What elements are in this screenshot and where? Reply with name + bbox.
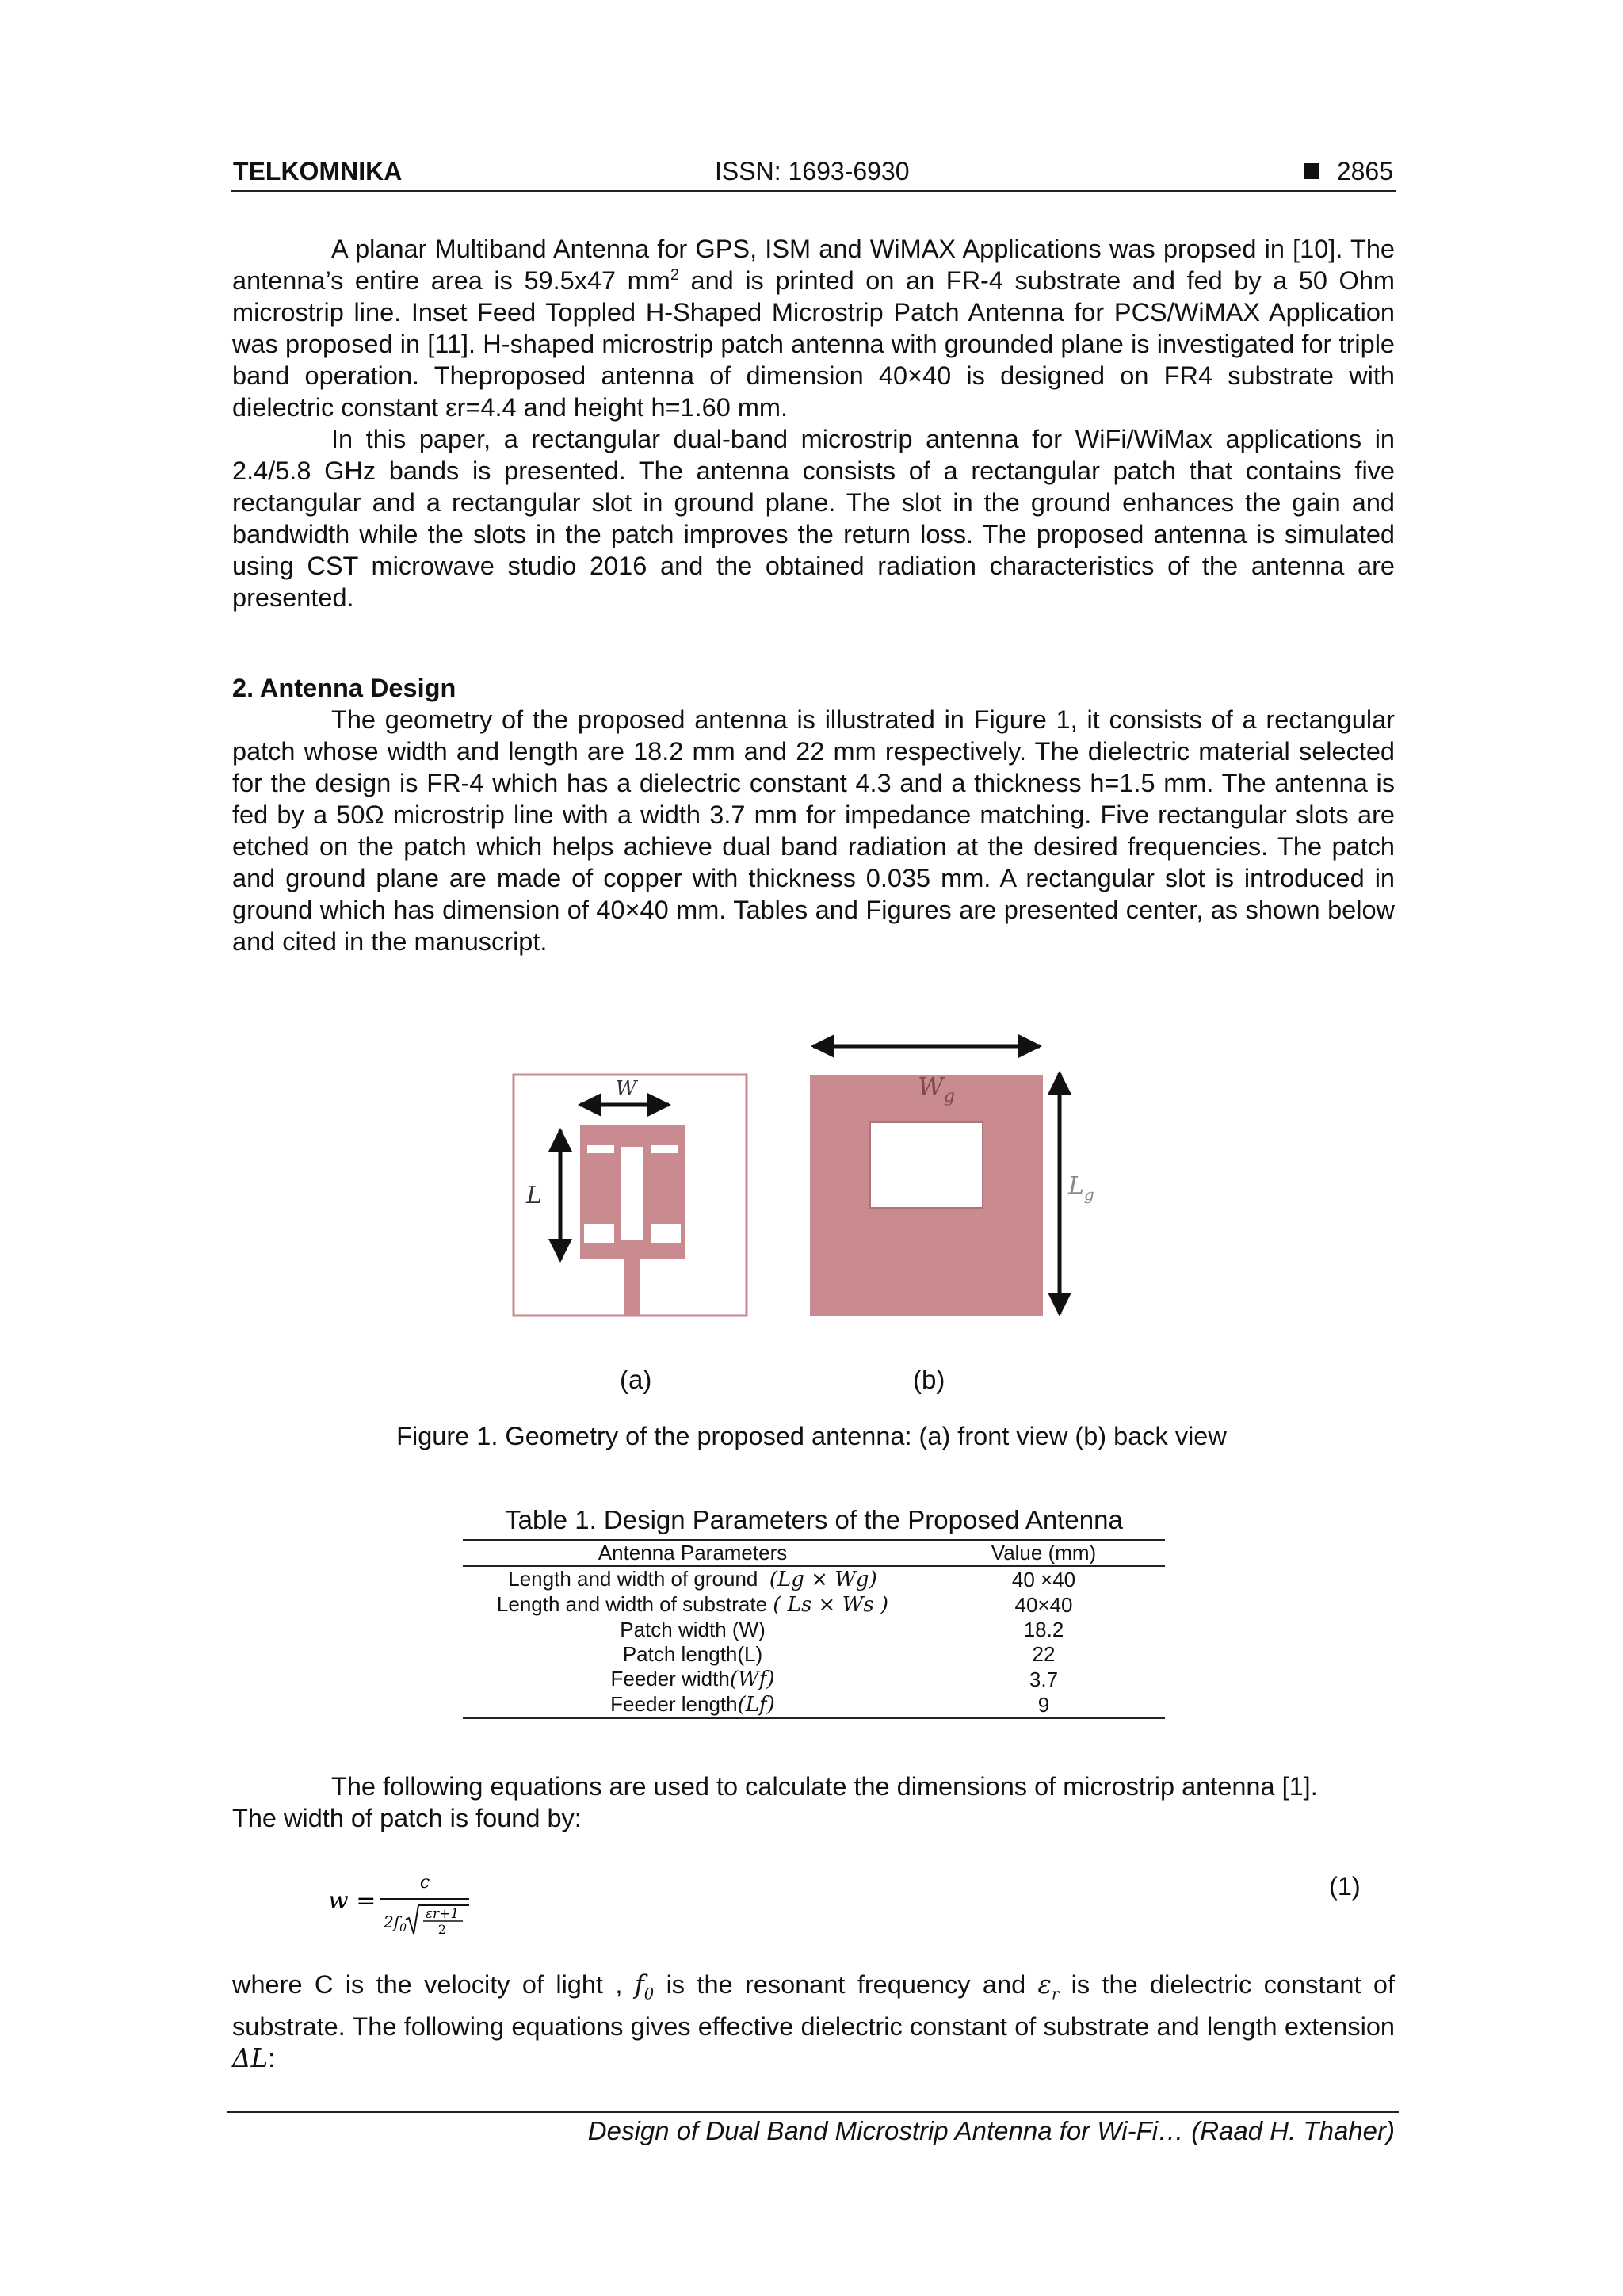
page-number-text: 2865 — [1336, 157, 1393, 185]
front-view — [514, 1075, 747, 1316]
table-cell-param — [463, 1592, 922, 1618]
equations-intro-line2: The width of patch is found by: — [232, 1804, 582, 1832]
table-row — [463, 1667, 1165, 1692]
table-cell-value: 3.7 — [1029, 1667, 1059, 1691]
where-paragraph — [232, 1969, 1395, 2074]
f0-sub: 0 — [643, 1985, 655, 2004]
table-header-row — [463, 1540, 1165, 1566]
row-param-text: Feeder length — [610, 1692, 738, 1716]
wg-label-main: W — [918, 1072, 944, 1102]
table-header-param: Antenna Parameters — [463, 1540, 922, 1566]
where-b: is the resonant frequency and — [654, 1970, 1038, 1999]
table-cell-param — [463, 1566, 922, 1592]
table-header-value: Value (mm) — [922, 1540, 1165, 1566]
slot-bottom-left — [584, 1224, 614, 1243]
issn: ISSN: 1693-6930 — [715, 157, 910, 185]
slot-top-right — [651, 1145, 678, 1153]
running-header — [231, 155, 1396, 192]
eq1-sqrt-den: 2 — [437, 1922, 447, 1937]
eq1-den-f — [383, 1912, 407, 1935]
lg-label — [1067, 1172, 1094, 1204]
row-symbol: (Lf) — [737, 1693, 775, 1717]
where-text — [232, 1969, 1395, 2074]
row-param-text: Feeder width — [610, 1667, 730, 1690]
feed-line — [624, 1257, 640, 1316]
wg-label-sub: g — [943, 1087, 955, 1106]
table-cell-value: 40 ×40 — [1011, 1567, 1076, 1591]
er-symbol — [1037, 1969, 1060, 2004]
delta-l-symbol: ΔL — [232, 2042, 269, 2073]
page-number — [1304, 157, 1393, 186]
l-label: L — [526, 1182, 542, 1209]
f0-symbol — [634, 1969, 655, 2004]
eq1-den-f-main: 2f — [384, 1912, 400, 1931]
equation-number: (1) — [1329, 1872, 1361, 1901]
eq1-numerator: c — [419, 1873, 430, 1893]
footer-rule — [227, 2111, 1399, 2113]
where-c: is the dielectric constant of substrate. The following equations gives effective dielectric constant of substrate and length extension — [232, 1970, 1396, 2041]
slot-center — [621, 1147, 643, 1240]
table-cell-param: Patch width (W) — [620, 1618, 766, 1641]
section2-paragraph: The geometry of the proposed antenna is illustrated in Figure 1, it consists of a rectangular patch whose width and length are 18.2 mm and 22 mm respectively. The dielectric material selected for the design is FR-4 which has a dielectric constant 4.3 and a thickness h=1.5 mm. The antenna is fed by a 50Ω microstrip line with a width 3.7 mm for impedance matching. Five rectangular slots are etched on the patch which helps achieve dual band radiation at the desired frequencies. The patch and ground plane are made of copper with thickness 0.035 mm. A rectangular slot is introduced in ground which has dimension of 40×40 mm. Tables and Figures are presented center, as shown below and cited in the manuscript. — [232, 705, 1395, 956]
table-cell-value: 40×40 — [1014, 1592, 1073, 1617]
intro-text — [232, 233, 1395, 613]
table-row — [463, 1618, 1165, 1642]
parameters-table — [463, 1539, 1165, 1719]
table-row — [463, 1692, 1165, 1718]
table-cell-param: Patch length(L) — [622, 1642, 763, 1666]
table-cell-value: 18.2 — [1023, 1618, 1064, 1641]
er-main: ε — [1037, 1969, 1052, 2000]
table-row — [463, 1566, 1165, 1592]
subfigure-label-b: (b) — [913, 1365, 945, 1394]
table-row — [463, 1642, 1165, 1667]
intro-p1-b: and is printed on an FR-4 substrate and fed by a 50 Ohm microstrip line. Inset Feed Toppled H-Shaped Microstrip Patch Antenna for PCS/WiMAX Application was proposed in [11]. H-shaped microstrip patch antenna with grounded plane is investigated for triple band operation. Theproposed antenna of dimension 40×40 is designed on FR4 substrate with dielectric constant εr=4.4 and height h=1.60 mm. — [232, 266, 1395, 422]
back-view — [810, 1046, 1094, 1316]
er-sub: r — [1051, 1985, 1060, 2004]
square-bullet-icon — [1304, 163, 1319, 179]
slot-bottom-right — [651, 1224, 681, 1243]
eq1-den-f-sub: 0 — [399, 1922, 407, 1935]
section-heading: 2. Antenna Design — [232, 674, 456, 702]
intro-paragraph-2: In this paper, a rectangular dual-band microstrip antenna for WiFi/WiMax applications in 2.4/5.8 GHz bands is presented. The antenna consists of a rectangular patch that contains five rectangular and a rectangular slot in ground plane. The slot in the ground enhances the gain and bandwidth while the slots in the patch improves the return loss. The proposed antenna is simulated using CST microwave studio 2016 and the obtained radiation characteristics of the antenna are presented. — [232, 425, 1395, 612]
row-symbol: (Wf) — [729, 1668, 775, 1691]
table-row — [463, 1592, 1165, 1618]
equations-intro — [232, 1771, 1395, 1834]
journal-name: TELKOMNIKA — [233, 157, 403, 185]
intro-p1-a: A planar Multiband Antenna for GPS, ISM and WiMAX Applications was propsed in [10]. The antenna’s entire area is 59.5x47 mm — [232, 235, 1395, 295]
ground-slot — [870, 1122, 983, 1208]
intro-paragraph-1 — [232, 233, 1395, 423]
figure-caption: Figure 1. Geometry of the proposed antenna: (a) front view (b) back view — [396, 1422, 1227, 1450]
row-param-text: Length and width of substrate — [496, 1592, 768, 1616]
table-cell-value: 9 — [922, 1692, 1165, 1718]
w-label: W — [615, 1077, 637, 1101]
slot-top-left — [587, 1145, 614, 1153]
table-cell-value: 22 — [1032, 1642, 1056, 1666]
where-a: where C is the velocity of light , — [232, 1970, 635, 1999]
row-symbol: (Lg × Wg) — [769, 1568, 877, 1591]
eq1-lhs: w = — [328, 1887, 376, 1915]
lg-label-main: L — [1068, 1172, 1084, 1200]
f0-main: f — [634, 1969, 644, 2000]
running-footer: Design of Dual Band Microstrip Antenna for Wi-Fi… (Raad H. Thaher) — [587, 2116, 1395, 2145]
lg-label-sub: g — [1083, 1185, 1094, 1204]
table-caption: Table 1. Design Parameters of the Proposed Antenna — [505, 1505, 1123, 1534]
equations-intro-line1: The following equations are used to calculate the dimensions of microstrip antenna [1]. — [331, 1772, 1318, 1801]
section2-text — [232, 704, 1395, 957]
intro-p1-sup: 2 — [670, 266, 679, 285]
eq1-sqrt-num: εr+1 — [425, 1906, 460, 1922]
table-cell-param — [463, 1692, 922, 1718]
antenna-figure — [507, 1030, 1117, 1331]
row-symbol: ( Ls × Ws ) — [773, 1593, 889, 1617]
where-end: : — [268, 2043, 276, 2073]
subfigure-label-a: (a) — [620, 1365, 652, 1394]
table-cell-param — [463, 1667, 922, 1692]
row-param-text: Length and width of ground — [508, 1567, 758, 1591]
equation-1 — [327, 1870, 485, 1937]
